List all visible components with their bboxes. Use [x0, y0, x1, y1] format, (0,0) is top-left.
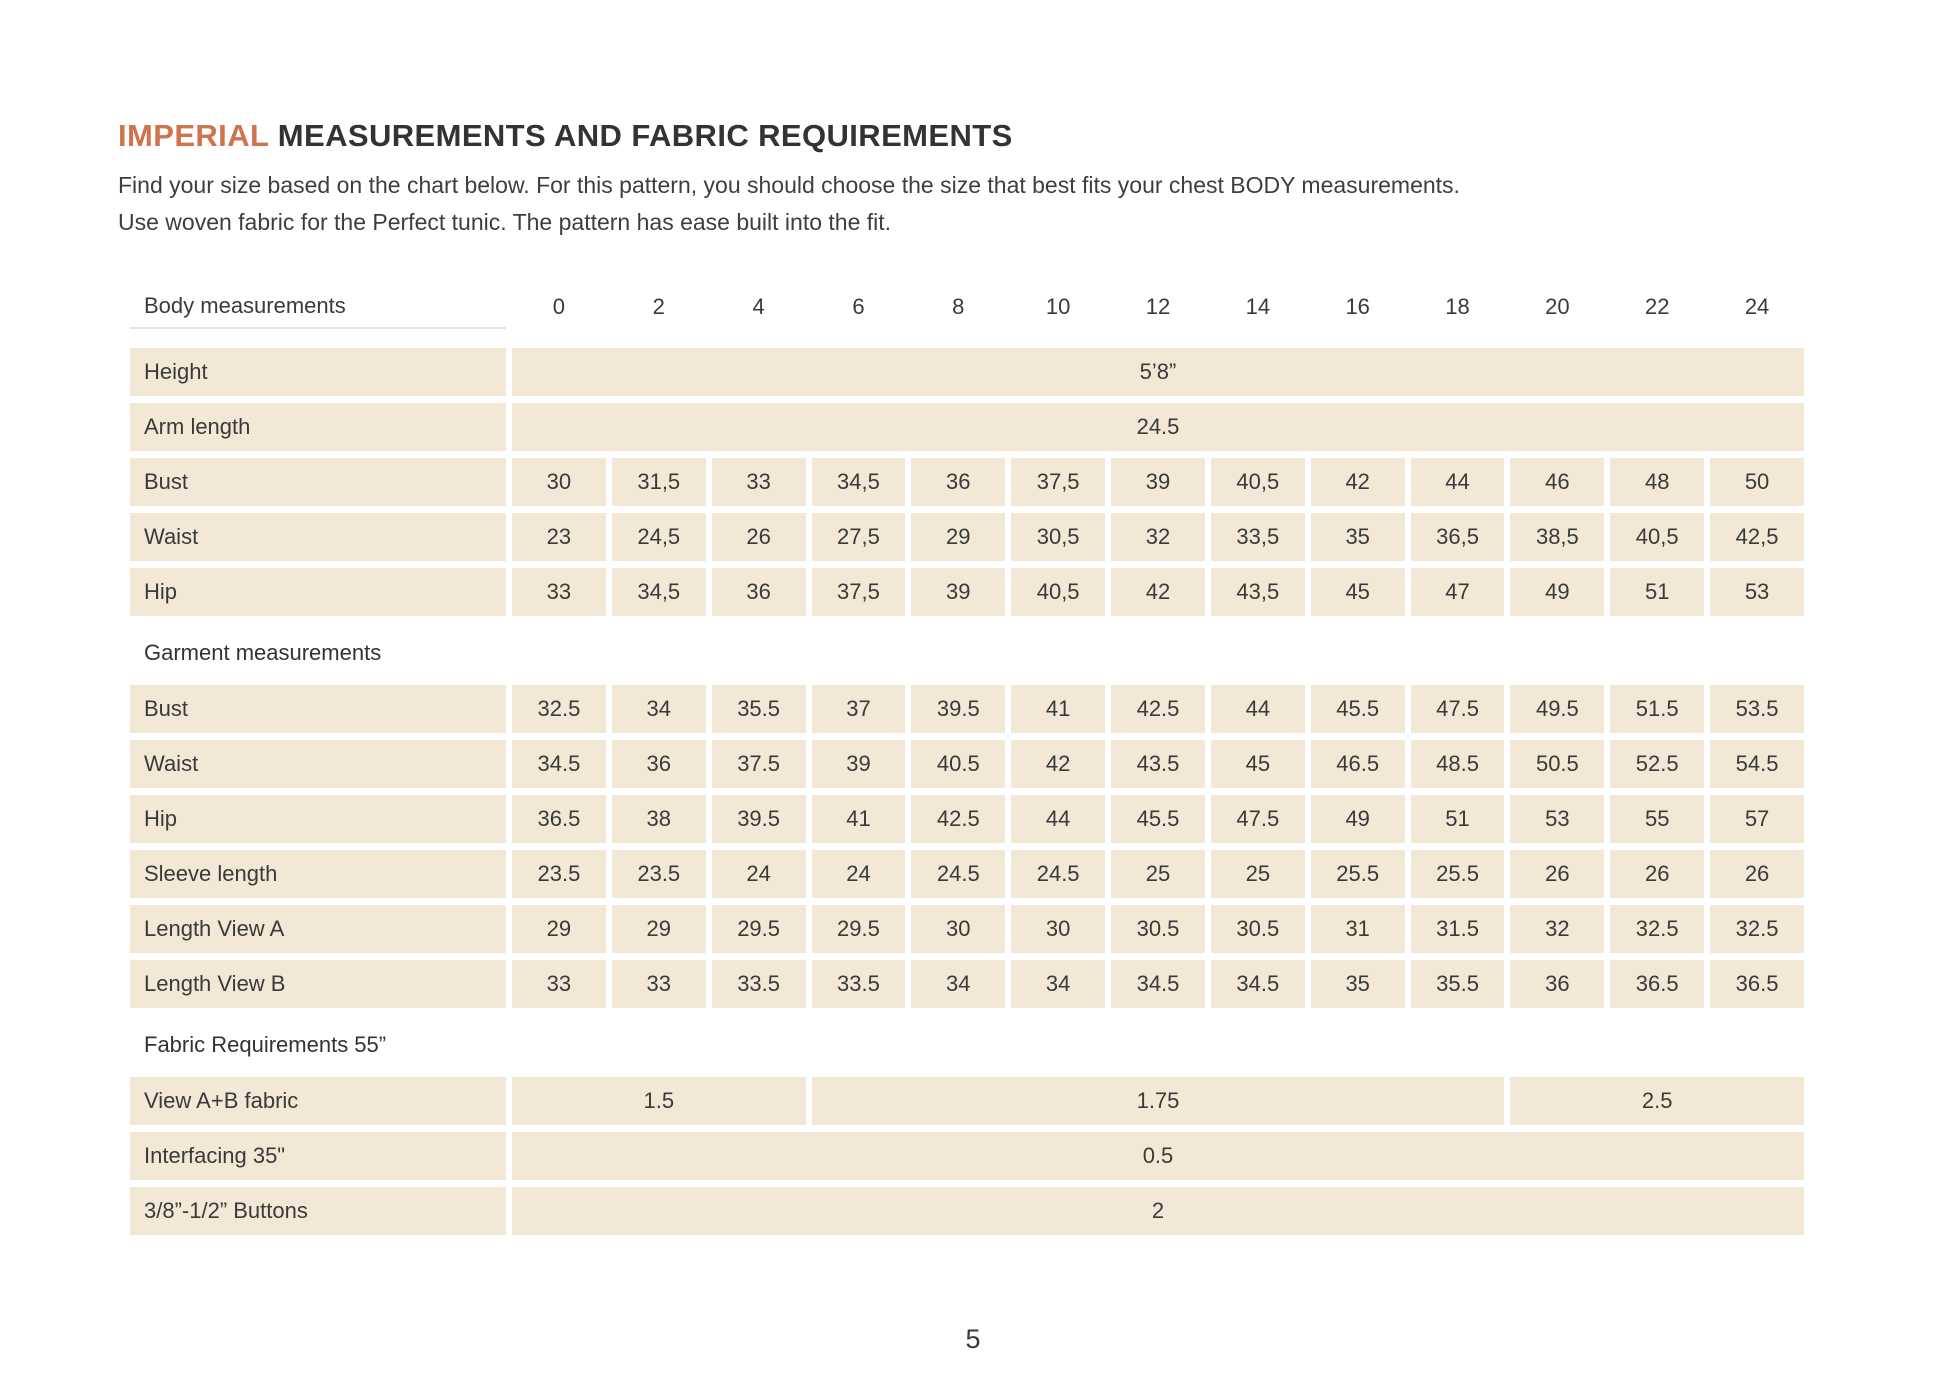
measurement-cell: 37,5	[1011, 458, 1105, 506]
row-label: Bust	[130, 685, 506, 733]
measurement-cell: 26	[712, 513, 806, 561]
measurement-cell: 53.5	[1710, 685, 1804, 733]
measurement-cell: 45	[1211, 740, 1305, 788]
measurement-cell: 57	[1710, 795, 1804, 843]
row-label: Length View A	[130, 905, 506, 953]
measurement-cell: 36.5	[512, 795, 606, 843]
row-label: Interfacing 35"	[130, 1132, 506, 1180]
measurement-cell: 53	[1510, 795, 1604, 843]
measurement-cell: 33.5	[712, 960, 806, 1008]
row-label: Sleeve length	[130, 850, 506, 898]
measurement-cell: 32	[1111, 513, 1205, 561]
measurement-cell-span: 0.5	[512, 1132, 1804, 1180]
measurement-cell: 24	[812, 850, 906, 898]
measurement-cell: 45	[1311, 568, 1405, 616]
measurement-cell: 47.5	[1411, 685, 1505, 733]
measurement-cell: 55	[1610, 795, 1704, 843]
measurement-cell: 48	[1610, 458, 1704, 506]
measurement-cell: 46	[1510, 458, 1604, 506]
measurement-cell: 35.5	[712, 685, 806, 733]
size-column-header: 4	[752, 293, 765, 319]
measurement-cell: 41	[812, 795, 906, 843]
row-label: Hip	[130, 795, 506, 843]
measurement-cell: 50	[1710, 458, 1804, 506]
measurement-cell: 30	[512, 458, 606, 506]
measurement-cell: 49	[1510, 568, 1604, 616]
measurement-cell: 45.5	[1311, 685, 1405, 733]
measurement-cell: 54.5	[1710, 740, 1804, 788]
table-header-label: Body measurements	[130, 285, 506, 329]
content-area	[118, 118, 1804, 1235]
row-label: Waist	[130, 740, 506, 788]
size-column-header: 18	[1445, 293, 1470, 319]
measurement-cell: 24.5	[911, 850, 1005, 898]
size-column-header: 24	[1744, 293, 1770, 319]
intro-line-1: Find your size based on the chart below. For this pattern, you should choose the size that best fits your chest BODY measurements.	[118, 172, 1460, 198]
measurement-cell: 30.5	[1111, 905, 1205, 953]
measurement-cell: 24	[712, 850, 806, 898]
measurement-cell: 32	[1510, 905, 1604, 953]
measurement-cell: 30	[1011, 905, 1105, 953]
measurement-cell: 42.5	[1111, 685, 1205, 733]
measurement-cell: 29	[512, 905, 606, 953]
measurement-cell: 31	[1311, 905, 1405, 953]
measurement-cell: 30	[911, 905, 1005, 953]
measurement-cell: 36	[1510, 960, 1604, 1008]
row-label: Waist	[130, 513, 506, 561]
measurement-cell: 43.5	[1111, 740, 1205, 788]
intro-line-2: Use woven fabric for the Perfect tunic. The pattern has ease built into the fit.	[118, 208, 892, 235]
measurement-cell: 33	[512, 960, 606, 1008]
measurement-cell: 34.5	[1111, 960, 1205, 1008]
measurement-cell: 34,5	[612, 568, 706, 616]
measurement-cell: 51	[1411, 795, 1505, 843]
measurement-cell: 46.5	[1311, 740, 1405, 788]
measurement-cell: 52.5	[1610, 740, 1704, 788]
measurement-cell: 51.5	[1610, 685, 1704, 733]
size-column-header: 6	[852, 293, 865, 319]
measurement-cell: 34	[1011, 960, 1105, 1008]
section-label: Garment measurements	[144, 639, 382, 665]
measurement-cell: 33	[612, 960, 706, 1008]
title-rest: MEASUREMENTS AND FABRIC REQUIREMENTS	[277, 118, 1013, 153]
measurement-cell: 24,5	[612, 513, 706, 561]
measurement-cell: 37	[812, 685, 906, 733]
measurement-cell: 53	[1710, 568, 1804, 616]
measurement-cell: 30.5	[1211, 905, 1305, 953]
measurement-cell: 35.5	[1411, 960, 1505, 1008]
measurement-cell: 50.5	[1510, 740, 1604, 788]
row-label: Hip	[130, 568, 506, 616]
measurement-cell: 36	[911, 458, 1005, 506]
measurement-cell: 35	[1311, 513, 1405, 561]
measurement-cell: 36.5	[1710, 960, 1804, 1008]
size-column-header: 12	[1145, 293, 1171, 319]
measurement-cell: 44	[1211, 685, 1305, 733]
measurement-cell: 35	[1311, 960, 1405, 1008]
row-label: Height	[130, 348, 506, 396]
measurement-cell-span: 1.75	[812, 1077, 1505, 1125]
measurement-cell: 32.5	[1610, 905, 1704, 953]
measurement-cell: 36,5	[1411, 513, 1505, 561]
measurement-cell: 39.5	[911, 685, 1005, 733]
intro-paragraph	[118, 167, 1804, 241]
measurement-cell: 51	[1610, 568, 1704, 616]
measurement-cell: 34	[612, 685, 706, 733]
measurement-cell: 26	[1510, 850, 1604, 898]
measurement-cell: 37.5	[712, 740, 806, 788]
measurement-cell-span: 24.5	[512, 403, 1804, 451]
measurement-cell: 44	[1411, 458, 1505, 506]
measurement-cell: 40,5	[1211, 458, 1305, 506]
row-label: 3/8”-1/2” Buttons	[130, 1187, 506, 1235]
measurement-cell: 31,5	[612, 458, 706, 506]
measurement-cell: 47	[1411, 568, 1505, 616]
measurement-cell: 36.5	[1610, 960, 1704, 1008]
measurement-cell: 33	[712, 458, 806, 506]
measurement-cell: 25	[1211, 850, 1305, 898]
measurement-cell: 32.5	[1710, 905, 1804, 953]
measurement-cell: 26	[1610, 850, 1704, 898]
measurement-cell: 34.5	[1211, 960, 1305, 1008]
size-column-header: 16	[1345, 293, 1370, 319]
measurement-cell: 27,5	[812, 513, 906, 561]
measurement-cell: 39	[1111, 458, 1205, 506]
measurement-cell: 49.5	[1510, 685, 1604, 733]
size-column-header: 22	[1644, 293, 1670, 319]
row-label: Arm length	[130, 403, 506, 451]
measurement-cell: 42,5	[1710, 513, 1804, 561]
measurement-cell: 44	[1011, 795, 1105, 843]
measurement-cell-span: 2.5	[1510, 1077, 1804, 1125]
size-chart-table	[130, 285, 1804, 1235]
measurement-cell: 34	[911, 960, 1005, 1008]
measurement-cell: 45.5	[1111, 795, 1205, 843]
measurement-cell: 34,5	[812, 458, 906, 506]
measurement-cell: 37,5	[812, 568, 906, 616]
measurement-cell: 40.5	[911, 740, 1005, 788]
measurement-cell: 41	[1011, 685, 1105, 733]
size-column-header: 20	[1545, 293, 1570, 319]
size-column-header: 2	[652, 293, 665, 319]
measurement-cell: 42.5	[911, 795, 1005, 843]
measurement-cell: 40,5	[1610, 513, 1704, 561]
measurement-cell: 23.5	[512, 850, 606, 898]
measurement-cell-span: 5’8”	[512, 348, 1804, 396]
measurement-cell: 40,5	[1011, 568, 1105, 616]
measurement-cell: 29.5	[712, 905, 806, 953]
measurement-cell: 33,5	[1211, 513, 1305, 561]
measurement-cell: 24.5	[1011, 850, 1105, 898]
measurement-cell: 34.5	[512, 740, 606, 788]
title-highlight: IMPERIAL	[118, 118, 269, 153]
measurement-cell: 32.5	[512, 685, 606, 733]
measurement-cell: 39	[812, 740, 906, 788]
measurement-cell: 33.5	[812, 960, 906, 1008]
size-column-header: 10	[1045, 293, 1071, 319]
measurement-cell: 26	[1710, 850, 1804, 898]
row-label: Length View B	[130, 960, 506, 1008]
measurement-cell: 33	[512, 568, 606, 616]
measurement-cell: 39	[911, 568, 1005, 616]
page-title	[118, 118, 1804, 154]
measurement-cell: 36	[612, 740, 706, 788]
size-column-header: 14	[1245, 293, 1271, 319]
measurement-cell: 48.5	[1411, 740, 1505, 788]
measurement-cell: 30,5	[1011, 513, 1105, 561]
measurement-cell: 38,5	[1510, 513, 1604, 561]
measurement-cell: 25	[1111, 850, 1205, 898]
size-column-header: 0	[552, 293, 566, 319]
measurement-cell: 29.5	[812, 905, 906, 953]
measurement-cell: 47.5	[1211, 795, 1305, 843]
row-label: Bust	[130, 458, 506, 506]
measurement-cell: 49	[1311, 795, 1405, 843]
measurement-cell: 36	[712, 568, 806, 616]
measurement-cell: 39.5	[712, 795, 806, 843]
measurement-cell: 42	[1111, 568, 1205, 616]
measurement-cell: 25.5	[1311, 850, 1405, 898]
measurement-cell: 23	[512, 513, 606, 561]
measurement-cell: 25.5	[1411, 850, 1505, 898]
measurement-cell: 31.5	[1411, 905, 1505, 953]
measurement-cell: 38	[612, 795, 706, 843]
measurement-cell-span: 2	[512, 1187, 1804, 1235]
measurement-cell: 43,5	[1211, 568, 1305, 616]
size-column-header: 8	[952, 293, 965, 319]
measurement-cell: 29	[911, 513, 1005, 561]
page-number: 5	[965, 1324, 981, 1354]
section-label: Fabric Requirements 55”	[144, 1031, 387, 1057]
measurement-cell: 42	[1311, 458, 1405, 506]
measurement-cell: 29	[612, 905, 706, 953]
measurement-cell: 42	[1011, 740, 1105, 788]
row-label: View A+B fabric	[130, 1077, 506, 1125]
measurement-cell: 23.5	[612, 850, 706, 898]
measurement-cell-span: 1.5	[512, 1077, 806, 1125]
